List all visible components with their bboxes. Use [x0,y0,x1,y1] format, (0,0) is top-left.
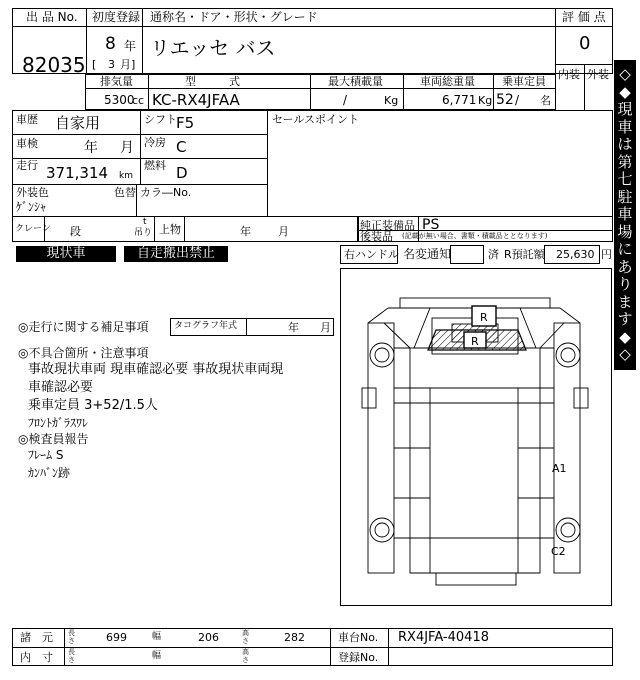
capacity-label: 乗車定員 [502,75,546,88]
height: 282 [284,631,305,644]
gross-weight-label: 車両総重量 [420,75,475,88]
tax-label: 済 [488,248,499,261]
height-label: 高 [242,629,249,637]
name-change-label: 名変通知 [403,247,452,261]
tacho-label: タコグラフ年式 [174,321,238,331]
car-name: リエッセ バス [150,36,276,60]
aftermarket-note: (記載が無い場合、書類・積載品ととなります) [402,232,548,240]
steering: 右ハンドル [344,248,399,261]
recycle-amount: 25,630 [556,248,595,261]
max-load-label: 最大積載量 [328,75,383,88]
displacement-label: 排気量 [100,75,133,88]
color-no-label: カラ―No. [140,186,192,199]
defect-line: 乗車定員 3+52/1.5人 [28,398,158,413]
history-label: 車歴 [16,113,38,126]
first-reg-month: 3 [108,58,115,71]
aftermarket-label: 後装品 [360,230,393,243]
registration-label: 登録No. [338,651,379,664]
inspection-year-unit: 年 [84,140,98,156]
recycle-label: R預託額 [504,248,545,261]
width: 206 [198,631,219,644]
first-reg-month-unit: 月] [120,58,136,71]
bus-damage-diagram [340,268,612,606]
color-label: 外装色 [16,186,49,199]
model: KC-RX4JFAA [152,91,240,109]
upper-label: 上物 [159,223,181,236]
length-label: 長 [68,629,75,637]
inner-height-label: 高 [242,648,249,656]
defect-line: 車確認必要 [28,380,94,395]
history: 自家用 [55,114,101,132]
lot-no-label: 出 品 No. [26,10,78,24]
inner-dims-label: 内 寸 [20,651,53,664]
rating: 0 [579,33,591,54]
fuel: D [176,164,188,182]
chassis-no: RX4JFA-40418 [398,630,489,645]
dims-label: 諸 元 [20,631,53,644]
gross-weight-unit: Kg [478,94,493,107]
model-label: 型 式 [185,75,240,88]
fuel-label: 燃料 [144,159,166,172]
side-notice-text: ◇ ◆ 現 車 は 第 七 駐 車 場 に あ り ま す ◆ ◇ [617,65,633,363]
aircon: C [176,138,187,156]
first-reg-month-open: [ [92,58,97,71]
first-reg-year-unit: 年 [124,39,137,53]
gross-weight: 6,771 [442,93,477,107]
shift-label: シフト [144,113,177,126]
inner-width-label: 幅 [152,651,162,661]
interior-label: 内装 [558,68,580,81]
shift: F5 [176,114,195,132]
mileage-label: 走行 [16,159,38,172]
crane-label: クレーン [15,224,51,234]
defect-line: 事故現状車両 現車確認必要 事故現状車両現 [28,362,284,377]
aircon-label: 冷房 [144,136,166,149]
inspector-line: ﾌﾚｰﾑ S [28,448,64,462]
crane-ton: 吊り [134,228,153,238]
first-reg-year: 8 [105,34,116,54]
crane-frame [12,216,358,242]
damage-mark-a1: A1 [552,462,567,475]
inner-height-label: さ [242,656,249,664]
sales-point-label: セールスポイント [272,113,360,126]
length-label: さ [68,637,75,645]
damage-mark-r: R [480,311,488,324]
lot-no: 82035 [22,53,86,77]
exterior-label: 外装 [587,68,609,81]
chassis-label: 車台No. [338,631,379,644]
capacity-unit: 名 [540,94,551,107]
length: 699 [106,631,127,644]
genuine-label: 純正装備品 [360,219,415,232]
inspection-label: 車検 [16,137,38,150]
color: ｹﾞﾝｼｬ [16,200,47,214]
upper-month-unit: 月 [278,225,289,238]
damage-mark-r: R [471,335,479,348]
mileage-unit: km [119,171,133,181]
inner-length-label: さ [68,656,75,664]
capacity-sep: / [515,93,520,107]
capacity: 52 [496,92,514,108]
inspection-month-unit: 月 [120,140,134,156]
crane-stage: 段 [70,225,81,238]
upper-year-unit: 年 [240,225,251,238]
car-name-label: 通称名・ドア・形状・グレード [150,10,318,24]
height-label: さ [242,637,249,645]
name-change-box [450,245,484,264]
recycle-unit: 円 [601,248,612,261]
first-reg-label: 初度登録 [92,10,141,24]
width-label: 幅 [152,632,162,642]
defects-label: ◎不具合箇所・注意事項 [18,346,149,360]
tacho-month-unit: 月 [320,321,331,334]
inspector-label: ◎検査員報告 [18,432,89,446]
displacement-unit: cc [132,94,145,107]
current-status-badge: 現状車 [16,246,116,262]
displacement: 5300 [104,93,135,107]
color-change-label: 色替 [114,186,136,199]
running-notes-label: ◎走行に関する補足事項 [18,320,149,334]
rating-label: 評 価 点 [562,10,606,24]
damage-mark-c2: C2 [551,545,566,558]
max-load: / [343,93,348,107]
crane-ton-top: t [143,217,147,227]
inner-length-label: 長 [68,648,75,656]
max-load-unit: Kg [384,94,399,107]
no-self-drive-badge: 自走搬出禁止 [124,246,228,262]
tacho-year-unit: 年 [288,321,299,334]
genuine: PS [422,217,440,233]
mileage: 371,314 [46,164,109,182]
inspector-line: ｶﾝﾊﾞﾝ跡 [28,466,71,480]
defect-line: ﾌﾛﾝﾄｶﾞﾗｽﾜﾚ [28,416,89,430]
